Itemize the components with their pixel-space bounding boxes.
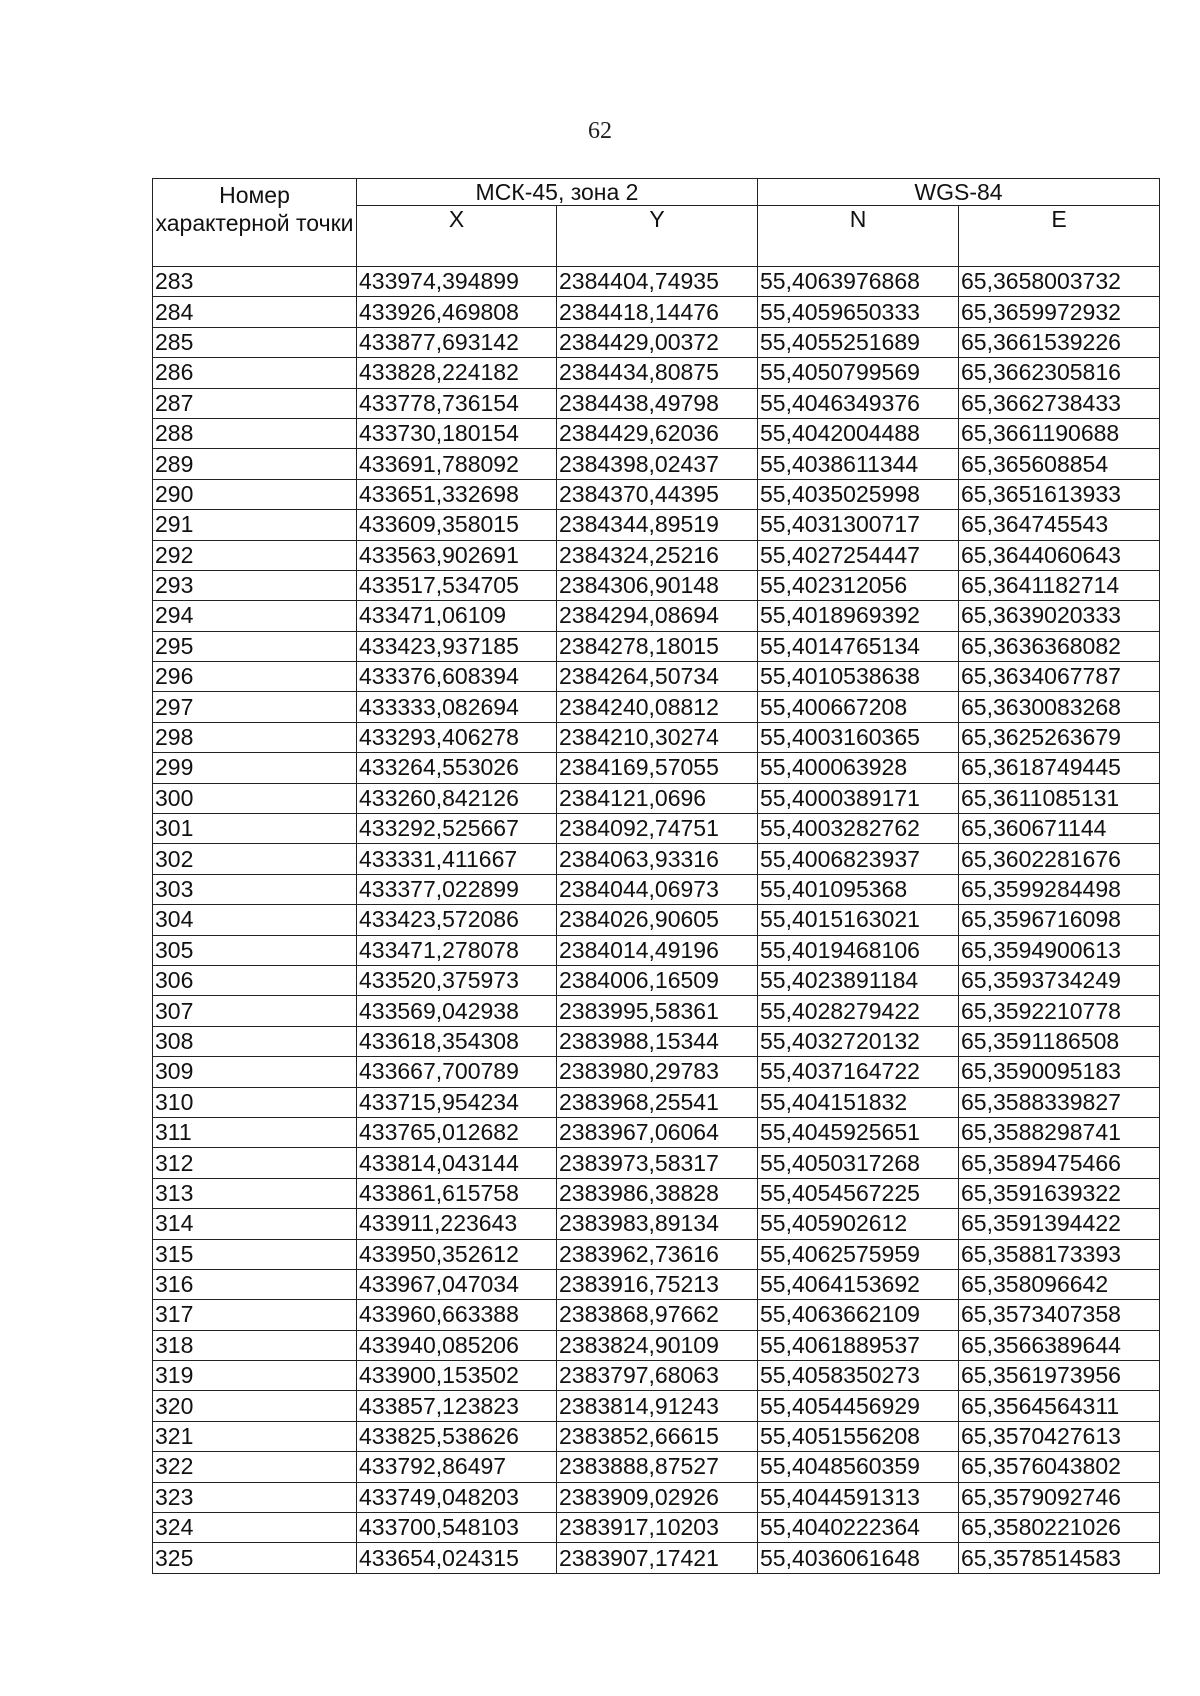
table-row (153, 783, 1160, 813)
n-cell: 55,4003282762 (758, 814, 959, 844)
x-cell: 433423,937185 (357, 631, 557, 661)
x-cell: 433376,608394 (357, 662, 557, 692)
e-cell: 65,3596716098 (959, 905, 1160, 935)
table-row (153, 996, 1160, 1026)
e-cell: 65,3593734249 (959, 965, 1160, 995)
x-cell: 433730,180154 (357, 418, 557, 448)
point-number-cell: 291 (153, 510, 357, 540)
e-cell: 65,3594900613 (959, 935, 1160, 965)
point-number-cell: 295 (153, 631, 357, 661)
e-cell: 65,3625263679 (959, 722, 1160, 752)
n-cell: 55,4054567225 (758, 1178, 959, 1208)
point-number-cell: 287 (153, 388, 357, 418)
x-cell: 433377,022899 (357, 874, 557, 904)
e-cell: 65,3661190688 (959, 418, 1160, 448)
point-number-cell: 314 (153, 1209, 357, 1239)
table-row (153, 1269, 1160, 1299)
e-cell: 65,3579092746 (959, 1482, 1160, 1512)
e-cell: 65,365608854 (959, 449, 1160, 479)
table-row (153, 631, 1160, 661)
point-number-cell: 320 (153, 1391, 357, 1421)
point-number-cell: 300 (153, 783, 357, 813)
y-cell: 2383995,58361 (557, 996, 758, 1026)
n-cell: 55,401095368 (758, 874, 959, 904)
e-cell: 65,3576043802 (959, 1452, 1160, 1482)
n-cell: 55,4048560359 (758, 1452, 959, 1482)
x-cell: 433333,082694 (357, 692, 557, 722)
x-cell: 433749,048203 (357, 1482, 557, 1512)
point-number-cell: 299 (153, 753, 357, 783)
n-cell: 55,4063976868 (758, 267, 959, 297)
point-number-cell: 301 (153, 814, 357, 844)
n-cell: 55,4019468106 (758, 935, 959, 965)
e-cell: 65,3591394422 (959, 1209, 1160, 1239)
n-cell: 55,4061889537 (758, 1330, 959, 1360)
point-number-cell: 316 (153, 1269, 357, 1299)
e-cell: 65,3662305816 (959, 358, 1160, 388)
table-row (153, 449, 1160, 479)
y-cell: 2384398,02437 (557, 449, 758, 479)
table-row (153, 1330, 1160, 1360)
table-row (153, 722, 1160, 752)
point-number-cell: 319 (153, 1361, 357, 1391)
table-row (153, 1178, 1160, 1208)
e-cell: 65,3630083268 (959, 692, 1160, 722)
y-cell: 2384264,50734 (557, 662, 758, 692)
table-row (153, 1543, 1160, 1573)
x-cell: 433569,042938 (357, 996, 557, 1026)
x-cell: 433563,902691 (357, 540, 557, 570)
point-number-cell: 315 (153, 1239, 357, 1269)
point-number-cell: 323 (153, 1482, 357, 1512)
x-cell: 433520,375973 (357, 965, 557, 995)
table-row (153, 601, 1160, 631)
table-row (153, 965, 1160, 995)
n-cell: 55,4032720132 (758, 1026, 959, 1056)
x-cell: 433825,538626 (357, 1421, 557, 1451)
x-cell: 433911,223643 (357, 1209, 557, 1239)
table-row (153, 1209, 1160, 1239)
e-cell: 65,3564564311 (959, 1391, 1160, 1421)
point-number-cell: 284 (153, 297, 357, 327)
x-cell: 433293,406278 (357, 722, 557, 752)
n-cell: 55,4027254447 (758, 540, 959, 570)
x-cell: 433517,534705 (357, 570, 557, 600)
x-cell: 433877,693142 (357, 327, 557, 357)
y-cell: 2384324,25216 (557, 540, 758, 570)
n-cell: 55,4045925651 (758, 1117, 959, 1147)
point-number-cell: 304 (153, 905, 357, 935)
y-cell: 2384092,74751 (557, 814, 758, 844)
y-cell: 2383824,90109 (557, 1330, 758, 1360)
point-number-cell: 289 (153, 449, 357, 479)
e-header: E (959, 206, 1160, 267)
y-cell: 2384006,16509 (557, 965, 758, 995)
x-header: X (357, 206, 557, 267)
n-cell: 55,404151832 (758, 1087, 959, 1117)
x-cell: 433654,024315 (357, 1543, 557, 1573)
point-number-cell: 306 (153, 965, 357, 995)
x-cell: 433331,411667 (357, 844, 557, 874)
n-cell: 55,4046349376 (758, 388, 959, 418)
x-cell: 433974,394899 (357, 267, 557, 297)
table-row (153, 905, 1160, 935)
y-cell: 2384063,93316 (557, 844, 758, 874)
n-cell: 55,4023891184 (758, 965, 959, 995)
n-cell: 55,4059650333 (758, 297, 959, 327)
x-cell: 433264,553026 (357, 753, 557, 783)
table-row (153, 1513, 1160, 1543)
msk-group-header: МСК-45, зона 2 (357, 179, 758, 206)
y-cell: 2383868,97662 (557, 1300, 758, 1330)
n-cell: 55,400063928 (758, 753, 959, 783)
y-cell: 2383916,75213 (557, 1269, 758, 1299)
y-cell: 2384294,08694 (557, 601, 758, 631)
e-cell: 65,364745543 (959, 510, 1160, 540)
y-cell: 2383988,15344 (557, 1026, 758, 1056)
y-cell: 2384240,08812 (557, 692, 758, 722)
n-cell: 55,4044591313 (758, 1482, 959, 1512)
y-cell: 2384438,49798 (557, 388, 758, 418)
x-cell: 433778,736154 (357, 388, 557, 418)
y-cell: 2384121,0696 (557, 783, 758, 813)
n-cell: 55,4037164722 (758, 1057, 959, 1087)
table-row (153, 844, 1160, 874)
y-cell: 2384026,90605 (557, 905, 758, 935)
n-cell: 55,4031300717 (758, 510, 959, 540)
table-row (153, 327, 1160, 357)
n-cell: 55,4063662109 (758, 1300, 959, 1330)
point-number-cell: 303 (153, 874, 357, 904)
e-cell: 65,3636368082 (959, 631, 1160, 661)
y-cell: 2384169,57055 (557, 753, 758, 783)
x-cell: 433950,352612 (357, 1239, 557, 1269)
n-cell: 55,4036061648 (758, 1543, 959, 1573)
e-cell: 65,3590095183 (959, 1057, 1160, 1087)
table-row (153, 662, 1160, 692)
point-number-cell: 305 (153, 935, 357, 965)
point-number-cell: 296 (153, 662, 357, 692)
x-cell: 433814,043144 (357, 1148, 557, 1178)
point-number-cell: 285 (153, 327, 357, 357)
n-cell: 55,4006823937 (758, 844, 959, 874)
y-cell: 2383852,66615 (557, 1421, 758, 1451)
point-number-cell: 286 (153, 358, 357, 388)
y-cell: 2383980,29783 (557, 1057, 758, 1087)
table-row (153, 540, 1160, 570)
y-cell: 2383797,68063 (557, 1361, 758, 1391)
n-cell: 55,4000389171 (758, 783, 959, 813)
table-row (153, 1026, 1160, 1056)
n-cell: 55,4040222364 (758, 1513, 959, 1543)
point-number-cell: 324 (153, 1513, 357, 1543)
n-cell: 55,4058350273 (758, 1361, 959, 1391)
table-row (153, 1361, 1160, 1391)
table-row (153, 1482, 1160, 1512)
wgs-group-header: WGS-84 (758, 179, 1160, 206)
table-row (153, 1421, 1160, 1451)
n-cell: 55,4035025998 (758, 479, 959, 509)
e-cell: 65,3566389644 (959, 1330, 1160, 1360)
e-cell: 65,3618749445 (959, 753, 1160, 783)
table-row (153, 297, 1160, 327)
y-cell: 2383814,91243 (557, 1391, 758, 1421)
n-cell: 55,402312056 (758, 570, 959, 600)
table-row (153, 570, 1160, 600)
table-row (153, 1117, 1160, 1147)
table-row (153, 267, 1160, 297)
y-cell: 2384014,49196 (557, 935, 758, 965)
y-cell: 2384418,14476 (557, 297, 758, 327)
e-cell: 65,3658003732 (959, 267, 1160, 297)
table-row (153, 753, 1160, 783)
table-row (153, 388, 1160, 418)
x-cell: 433667,700789 (357, 1057, 557, 1087)
x-cell: 433691,788092 (357, 449, 557, 479)
point-number-cell: 297 (153, 692, 357, 722)
table-row (153, 692, 1160, 722)
e-cell: 65,3561973956 (959, 1361, 1160, 1391)
table-row (153, 418, 1160, 448)
x-cell: 433967,047034 (357, 1269, 557, 1299)
n-cell: 55,4054456929 (758, 1391, 959, 1421)
y-cell: 2384344,89519 (557, 510, 758, 540)
point-number-cell: 292 (153, 540, 357, 570)
x-cell: 433651,332698 (357, 479, 557, 509)
table-body (153, 267, 1160, 1574)
n-cell: 55,4050799569 (758, 358, 959, 388)
x-cell: 433423,572086 (357, 905, 557, 935)
e-cell: 65,3662738433 (959, 388, 1160, 418)
y-header: Y (557, 206, 758, 267)
e-cell: 65,3578514583 (959, 1543, 1160, 1573)
point-number-cell: 288 (153, 418, 357, 448)
x-cell: 433861,615758 (357, 1178, 557, 1208)
y-cell: 2383968,25541 (557, 1087, 758, 1117)
y-cell: 2383962,73616 (557, 1239, 758, 1269)
x-cell: 433609,358015 (357, 510, 557, 540)
y-cell: 2384434,80875 (557, 358, 758, 388)
table-row (153, 1239, 1160, 1269)
y-cell: 2384044,06973 (557, 874, 758, 904)
table-row (153, 479, 1160, 509)
x-cell: 433471,06109 (357, 601, 557, 631)
e-cell: 65,3589475466 (959, 1148, 1160, 1178)
n-cell: 55,4062575959 (758, 1239, 959, 1269)
point-number-cell: 310 (153, 1087, 357, 1117)
y-cell: 2384370,44395 (557, 479, 758, 509)
x-cell: 433715,954234 (357, 1087, 557, 1117)
y-cell: 2383909,02926 (557, 1482, 758, 1512)
e-cell: 65,3573407358 (959, 1300, 1160, 1330)
x-cell: 433792,86497 (357, 1452, 557, 1482)
table-row (153, 1087, 1160, 1117)
e-cell: 65,3659972932 (959, 297, 1160, 327)
x-cell: 433765,012682 (357, 1117, 557, 1147)
y-cell: 2383983,89134 (557, 1209, 758, 1239)
e-cell: 65,3634067787 (959, 662, 1160, 692)
table-row (153, 1452, 1160, 1482)
x-cell: 433471,278078 (357, 935, 557, 965)
y-cell: 2383986,38828 (557, 1178, 758, 1208)
point-number-cell: 283 (153, 267, 357, 297)
n-cell: 55,4051556208 (758, 1421, 959, 1451)
n-cell: 55,4014765134 (758, 631, 959, 661)
table-row (153, 1057, 1160, 1087)
point-number-cell: 290 (153, 479, 357, 509)
n-cell: 55,4015163021 (758, 905, 959, 935)
y-cell: 2383917,10203 (557, 1513, 758, 1543)
y-cell: 2384404,74935 (557, 267, 758, 297)
point-number-cell: 298 (153, 722, 357, 752)
n-cell: 55,4055251689 (758, 327, 959, 357)
n-cell: 55,4018969392 (758, 601, 959, 631)
point-number-cell: 309 (153, 1057, 357, 1087)
x-cell: 433292,525667 (357, 814, 557, 844)
e-cell: 65,3641182714 (959, 570, 1160, 600)
n-cell: 55,400667208 (758, 692, 959, 722)
table-row (153, 1148, 1160, 1178)
point-number-cell: 313 (153, 1178, 357, 1208)
e-cell: 65,3588173393 (959, 1239, 1160, 1269)
point-number-cell: 294 (153, 601, 357, 631)
x-cell: 433618,354308 (357, 1026, 557, 1056)
coordinates-table (152, 178, 1160, 1574)
point-number-cell: 322 (153, 1452, 357, 1482)
x-cell: 433700,548103 (357, 1513, 557, 1543)
e-cell: 65,3592210778 (959, 996, 1160, 1026)
e-cell: 65,3611085131 (959, 783, 1160, 813)
e-cell: 65,3644060643 (959, 540, 1160, 570)
e-cell: 65,3580221026 (959, 1513, 1160, 1543)
y-cell: 2384429,00372 (557, 327, 758, 357)
y-cell: 2384210,30274 (557, 722, 758, 752)
table-row (153, 1300, 1160, 1330)
e-cell: 65,3588298741 (959, 1117, 1160, 1147)
e-cell: 65,3588339827 (959, 1087, 1160, 1117)
point-number-cell: 308 (153, 1026, 357, 1056)
x-cell: 433260,842126 (357, 783, 557, 813)
e-cell: 65,3639020333 (959, 601, 1160, 631)
table-row (153, 1391, 1160, 1421)
x-cell: 433857,123823 (357, 1391, 557, 1421)
e-cell: 65,360671144 (959, 814, 1160, 844)
e-cell: 65,358096642 (959, 1269, 1160, 1299)
n-cell: 55,4038611344 (758, 449, 959, 479)
point-number-cell: 325 (153, 1543, 357, 1573)
point-number-cell: 312 (153, 1148, 357, 1178)
x-cell: 433940,085206 (357, 1330, 557, 1360)
n-cell: 55,4064153692 (758, 1269, 959, 1299)
x-cell: 433900,153502 (357, 1361, 557, 1391)
n-cell: 55,405902612 (758, 1209, 959, 1239)
point-number-cell: 302 (153, 844, 357, 874)
e-cell: 65,3599284498 (959, 874, 1160, 904)
table-row (153, 935, 1160, 965)
point-number-header: Номер характерной точки (153, 179, 357, 267)
y-cell: 2384306,90148 (557, 570, 758, 600)
n-cell: 55,4042004488 (758, 418, 959, 448)
y-cell: 2384429,62036 (557, 418, 758, 448)
point-number-cell: 293 (153, 570, 357, 600)
point-number-cell: 317 (153, 1300, 357, 1330)
point-number-cell: 311 (153, 1117, 357, 1147)
table-row (153, 510, 1160, 540)
e-cell: 65,3570427613 (959, 1421, 1160, 1451)
y-cell: 2383973,58317 (557, 1148, 758, 1178)
n-header: N (758, 206, 959, 267)
n-cell: 55,4010538638 (758, 662, 959, 692)
y-cell: 2383907,17421 (557, 1543, 758, 1573)
table-row (153, 358, 1160, 388)
point-number-cell: 321 (153, 1421, 357, 1451)
n-cell: 55,4028279422 (758, 996, 959, 1026)
point-number-cell: 318 (153, 1330, 357, 1360)
e-cell: 65,3661539226 (959, 327, 1160, 357)
page-number: 62 (588, 118, 612, 144)
e-cell: 65,3602281676 (959, 844, 1160, 874)
point-number-cell: 307 (153, 996, 357, 1026)
x-cell: 433828,224182 (357, 358, 557, 388)
table-row (153, 814, 1160, 844)
x-cell: 433960,663388 (357, 1300, 557, 1330)
y-cell: 2383967,06064 (557, 1117, 758, 1147)
y-cell: 2384278,18015 (557, 631, 758, 661)
table-row (153, 874, 1160, 904)
e-cell: 65,3591186508 (959, 1026, 1160, 1056)
e-cell: 65,3651613933 (959, 479, 1160, 509)
n-cell: 55,4003160365 (758, 722, 959, 752)
y-cell: 2383888,87527 (557, 1452, 758, 1482)
x-cell: 433926,469808 (357, 297, 557, 327)
n-cell: 55,4050317268 (758, 1148, 959, 1178)
e-cell: 65,3591639322 (959, 1178, 1160, 1208)
